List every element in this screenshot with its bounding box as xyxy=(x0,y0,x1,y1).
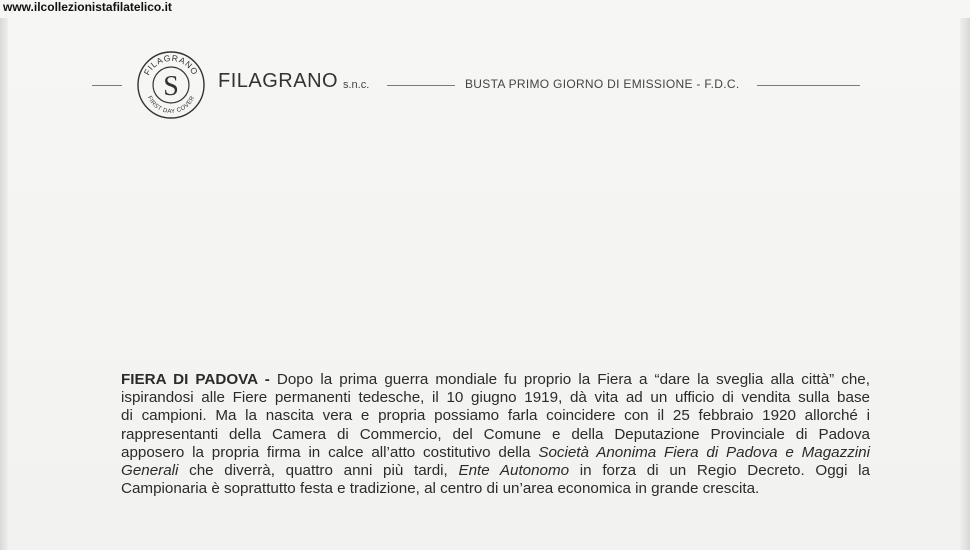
text-line-6 xyxy=(121,462,870,480)
text-line-2: ispirandosi alle Fiere permanenti tedesche, il 10 giugno 1919, dà vita ad un ufficio di vendita sulla base xyxy=(121,389,870,407)
text-line-5-a: apposero la propria firma in calce all’atto costitutivo della xyxy=(121,443,539,461)
fdc-label: BUSTA PRIMO GIORNO DI EMISSIONE - F.D.C. xyxy=(465,77,740,91)
text-line-1 xyxy=(121,371,870,389)
brand-suffix: s.n.c. xyxy=(343,79,370,91)
text-line-6-italic-c: Ente Autonomo xyxy=(458,462,570,480)
text-line-6-b: che diverrà, quattro anni più tardi, xyxy=(178,462,459,480)
text-line-6-italic-a: Generali xyxy=(121,462,179,480)
text-title: FIERA DI PADOVA - xyxy=(121,371,270,388)
svg-text:FIRST DAY COVER: FIRST DAY COVER xyxy=(145,95,197,116)
logo-seal-icon xyxy=(136,50,206,120)
text-line-6-d: in forza di un Regio Decreto. Oggi la xyxy=(569,462,870,480)
envelope-right-edge xyxy=(960,18,970,550)
text-line-3: di campioni. Ma la nascita vera e propria possiamo farla coincidere con il 25 febbraio 1920 allorché i xyxy=(121,407,870,425)
header-rule-left xyxy=(92,85,122,86)
watermark-url: www.ilcollezionistafilatelico.it xyxy=(3,0,172,14)
description-text xyxy=(121,371,870,498)
header-rule-middle xyxy=(387,85,455,86)
header-rule-right xyxy=(757,85,860,86)
envelope-left-edge xyxy=(0,18,8,550)
text-line-5 xyxy=(121,444,870,462)
filagrano-logo xyxy=(136,50,206,120)
svg-text:S: S xyxy=(163,71,179,102)
text-line-7: Campionaria è soprattutto festa e tradizione, al centro di un’area economica in grande crescita. xyxy=(121,480,760,498)
brand-name: FILAGRANO xyxy=(218,70,339,92)
text-line-1-content: Dopo la prima guerra mondiale fu proprio la Fiera a “dare la sveglia alla città” che, xyxy=(276,371,870,388)
text-line-4: rappresentanti della Camera di Commercio, del Comune e della Deputazione Provinciale di Padova xyxy=(121,425,870,443)
text-line-5-italic: Società Anonima Fiera di Padova e Magazzini xyxy=(538,443,870,461)
svg-text:FILAGRANO: FILAGRANO xyxy=(141,52,201,77)
